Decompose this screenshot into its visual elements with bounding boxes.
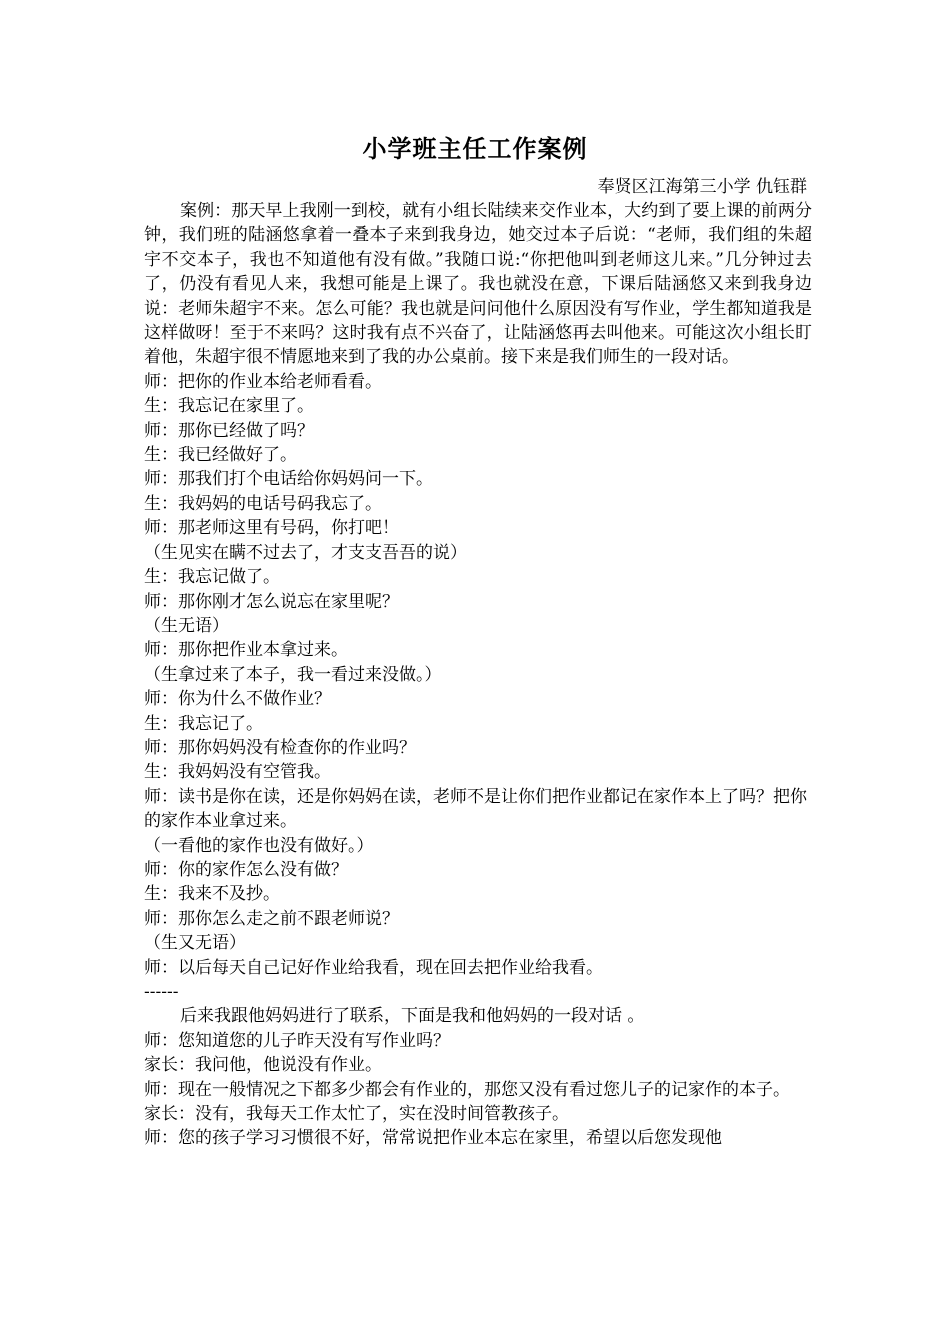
author-line: 奉贤区江海第三小学 仇钰群 bbox=[597, 177, 807, 197]
dialogue-line: 师：那你妈妈没有检查你的作业吗？ bbox=[144, 737, 416, 758]
dialogue-line: 师：您的孩子学习习惯很不好，常常说把作业本忘在家里，希望以后您发现他 bbox=[144, 1128, 722, 1149]
dialogue-line: 师：那老师这里有号码，你打吧！ bbox=[144, 518, 399, 539]
dialogue-line: 师：你的家作怎么没有做？ bbox=[144, 859, 348, 880]
dialogue-line: 师：读书是你在读，还是你妈妈在读，老师不是让你们把作业都记在家作本上了吗？把你的家作本业拿过来。 bbox=[144, 786, 807, 832]
separator-line: ------ bbox=[144, 982, 179, 1002]
dialogue-line: 师：那我们打个电话给你妈妈问一下。 bbox=[144, 469, 433, 490]
dialogue-line: 生：我来不及抄。 bbox=[144, 884, 280, 905]
dialogue-line: 师：那你已经做了吗？ bbox=[144, 420, 314, 441]
dialogue-line: 生：我妈妈没有空管我。 bbox=[144, 762, 331, 783]
dialogue-line: 生：我忘记做了。 bbox=[144, 567, 280, 588]
dialogue-line: 师：您知道您的儿子昨天没有写作业吗？ bbox=[144, 1030, 450, 1051]
dialogue-line: 家长：没有，我每天工作太忙了，实在没时间管教孩子。 bbox=[144, 1104, 569, 1125]
dialogue-line: 生：我已经做好了。 bbox=[144, 445, 297, 466]
document-title: 小学班主任工作案例 bbox=[362, 135, 588, 163]
dialogue-line: （生又无语） bbox=[144, 933, 246, 954]
dialogue-line: 师：那你把作业本拿过来。 bbox=[144, 640, 348, 661]
dialogue-line: （生拿过来了本子，我一看过来没做。） bbox=[144, 664, 442, 685]
case-intro-paragraph: 案例：那天早上我刚一到校，就有小组长陆续来交作业本，大约到了要上课的前两分钟，我们班的陆涵悠拿着一叠本子来到我身边，她交过本子后说：“老师，我们组的朱超宇不交本子，我也不知道他有没有做。”我随口说:“你把他叫到老师这儿来。”几分钟过去了，仍没有看见人来，我想可能是上课了。我也就没在意，下课后陆涵悠又来到我身边说：老师朱超宇不来。怎么可能？我也就是问问他什么原因没有写作业，学生都知道我是这样做呀！至于不来吗？这时我有点不兴奋了，让陆涵悠再去叫他来。可能这次小组长盯着他，朱超宇很不情愿地来到了我的办公桌前。接下来是我们师生的一段对话。 bbox=[144, 201, 812, 368]
dialogue-line: 生：我忘记在家里了。 bbox=[144, 396, 314, 417]
dialogue-line: （生无语） bbox=[144, 615, 229, 636]
dialogue-line: 家长：我问他，他说没有作业。 bbox=[144, 1055, 382, 1076]
dialogue-line: 师：那你刚才怎么说忘在家里呢？ bbox=[144, 591, 399, 612]
dialogue-line: 师：你为什么不做作业？ bbox=[144, 689, 331, 710]
dialogue-line: 师：现在一般情况之下都多少都会有作业的，那您又没有看过您儿子的记家作的本子。 bbox=[144, 1079, 790, 1100]
dialogue-section-3 bbox=[144, 1029, 812, 1151]
dialogue-line: 生：我妈妈的电话号码我忘了。 bbox=[144, 493, 382, 514]
dialogue-line: （一看他的家作也没有做好。） bbox=[144, 835, 374, 856]
dialogue-section-2 bbox=[144, 834, 812, 1005]
dialogue-line: 师：以后每天自己记好作业给我看，现在回去把作业给我看。 bbox=[144, 957, 603, 978]
dialogue-line: 师：把你的作业本给老师看看。 bbox=[144, 371, 382, 392]
document-body bbox=[144, 199, 812, 1151]
dialogue-line: 师：那你怎么走之前不跟老师说？ bbox=[144, 908, 399, 929]
dialogue-line: 生：我忘记了。 bbox=[144, 713, 263, 734]
parent-intro-paragraph: 后来我跟他妈妈进行了联系，下面是我和他妈妈的一段对话 。 bbox=[180, 1006, 645, 1027]
dialogue-section-1 bbox=[144, 370, 812, 834]
dialogue-line: （生见实在瞒不过去了，才支支吾吾的说） bbox=[144, 542, 467, 563]
